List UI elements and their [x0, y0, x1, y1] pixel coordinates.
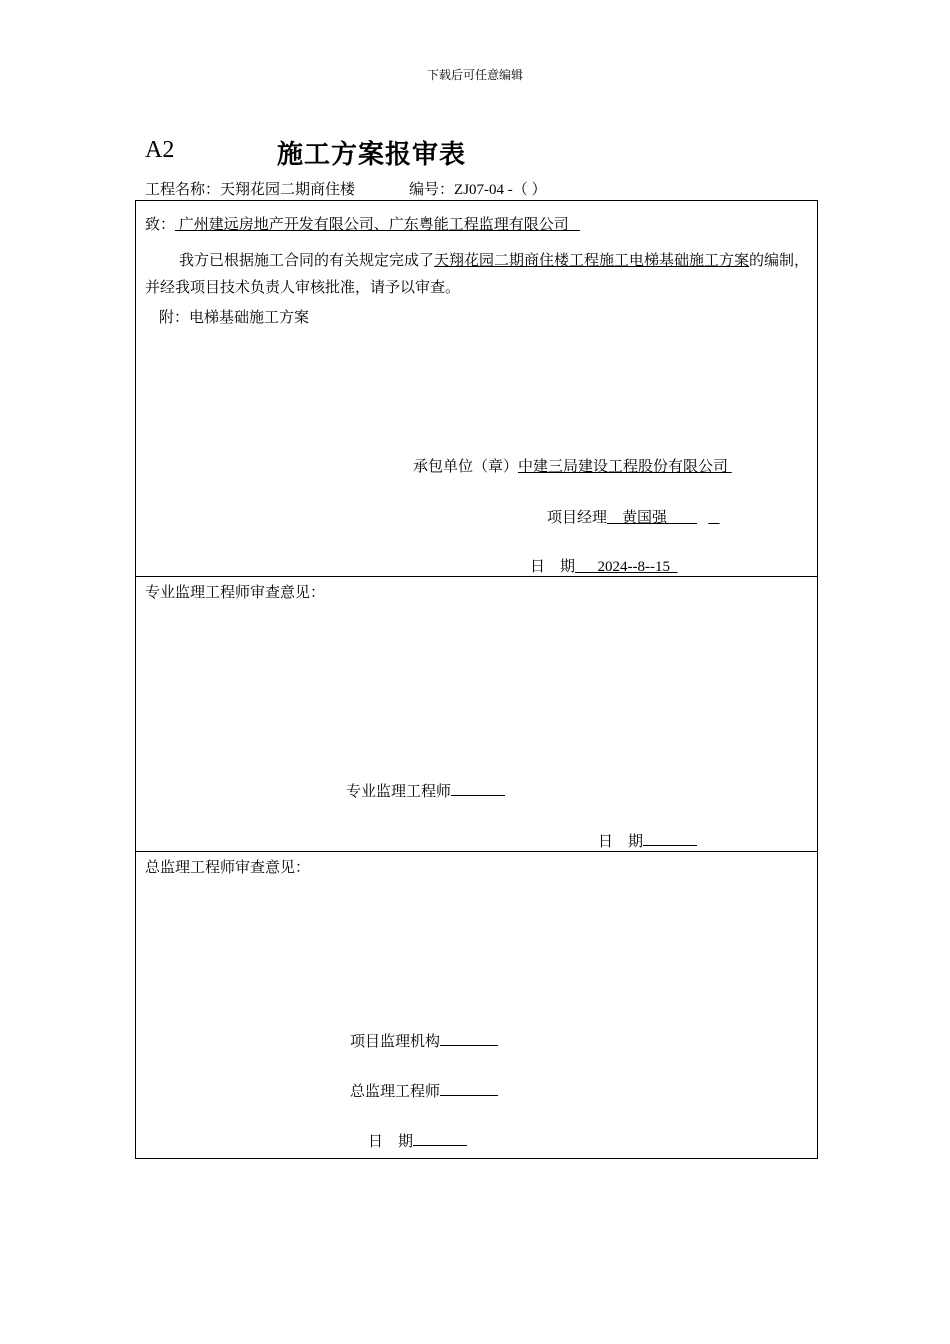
chief-signature-row	[350, 1080, 498, 1101]
manager-row	[547, 506, 720, 527]
engineer-signature-blank[interactable]	[451, 781, 505, 796]
chief-opinion-label: 总监理工程师审查意见：	[145, 860, 311, 876]
form-code: A2	[145, 137, 175, 163]
form-title: 施工方案报审表	[277, 140, 467, 169]
project-name: 天翔花园二期商住楼	[220, 182, 356, 198]
submission-paragraph	[145, 248, 813, 302]
engineer-date-row	[598, 830, 697, 851]
chief-date-row	[368, 1130, 467, 1151]
chief-date-label: 日 期	[368, 1134, 414, 1150]
manager-tail	[708, 510, 719, 526]
meta-row	[145, 178, 547, 199]
engineer-date-blank[interactable]	[643, 831, 697, 846]
date-label: 日 期	[530, 559, 576, 575]
to-value: 广州建远房地产开发有限公司、广东粤能工程监理有限公司	[175, 217, 581, 233]
contractor-label: 承包单位（章）	[413, 459, 519, 475]
number-label: 编号：	[409, 182, 455, 198]
chief-label: 总监理工程师	[350, 1084, 441, 1100]
form-table	[135, 200, 818, 1159]
number-value: ZJ07-04 -（ ）	[454, 182, 547, 198]
addressee-row	[145, 213, 580, 234]
manager-value: 黄国强	[607, 510, 698, 526]
attachment-line: 附：电梯基础施工方案	[159, 310, 310, 326]
para-suffix: 的编制，并经我项目技术负责人审核批准，请予以审查。	[145, 253, 810, 296]
engineer-signature-row	[346, 780, 505, 801]
manager-label: 项目经理	[547, 510, 608, 526]
engineer-label: 专业监理工程师	[346, 784, 452, 800]
para-prefix: 我方已根据施工合同的有关规定完成了	[179, 253, 435, 269]
to-label: 致：	[145, 217, 176, 233]
contractor-row	[413, 455, 732, 476]
engineer-opinion-label: 专业监理工程师审查意见：	[145, 585, 326, 601]
date-value: 2024--8--15	[575, 559, 678, 575]
engineer-date-label: 日 期	[598, 834, 644, 850]
contractor-value: 中建三局建设工程股份有限公司	[518, 459, 732, 475]
submit-date-row	[530, 555, 678, 576]
chief-date-blank[interactable]	[413, 1131, 467, 1146]
project-label: 工程名称：	[145, 182, 221, 198]
table-divider-2	[135, 851, 818, 852]
chief-signature-blank[interactable]	[440, 1081, 498, 1096]
agency-signature-row	[350, 1030, 498, 1051]
table-divider-1	[135, 576, 818, 577]
agency-signature-blank[interactable]	[440, 1031, 498, 1046]
agency-label: 项目监理机构	[350, 1034, 441, 1050]
header-note: 下载后可任意编辑	[426, 68, 523, 82]
para-underlined: 天翔花园二期商住楼工程施工电梯基础施工方案	[434, 253, 750, 269]
